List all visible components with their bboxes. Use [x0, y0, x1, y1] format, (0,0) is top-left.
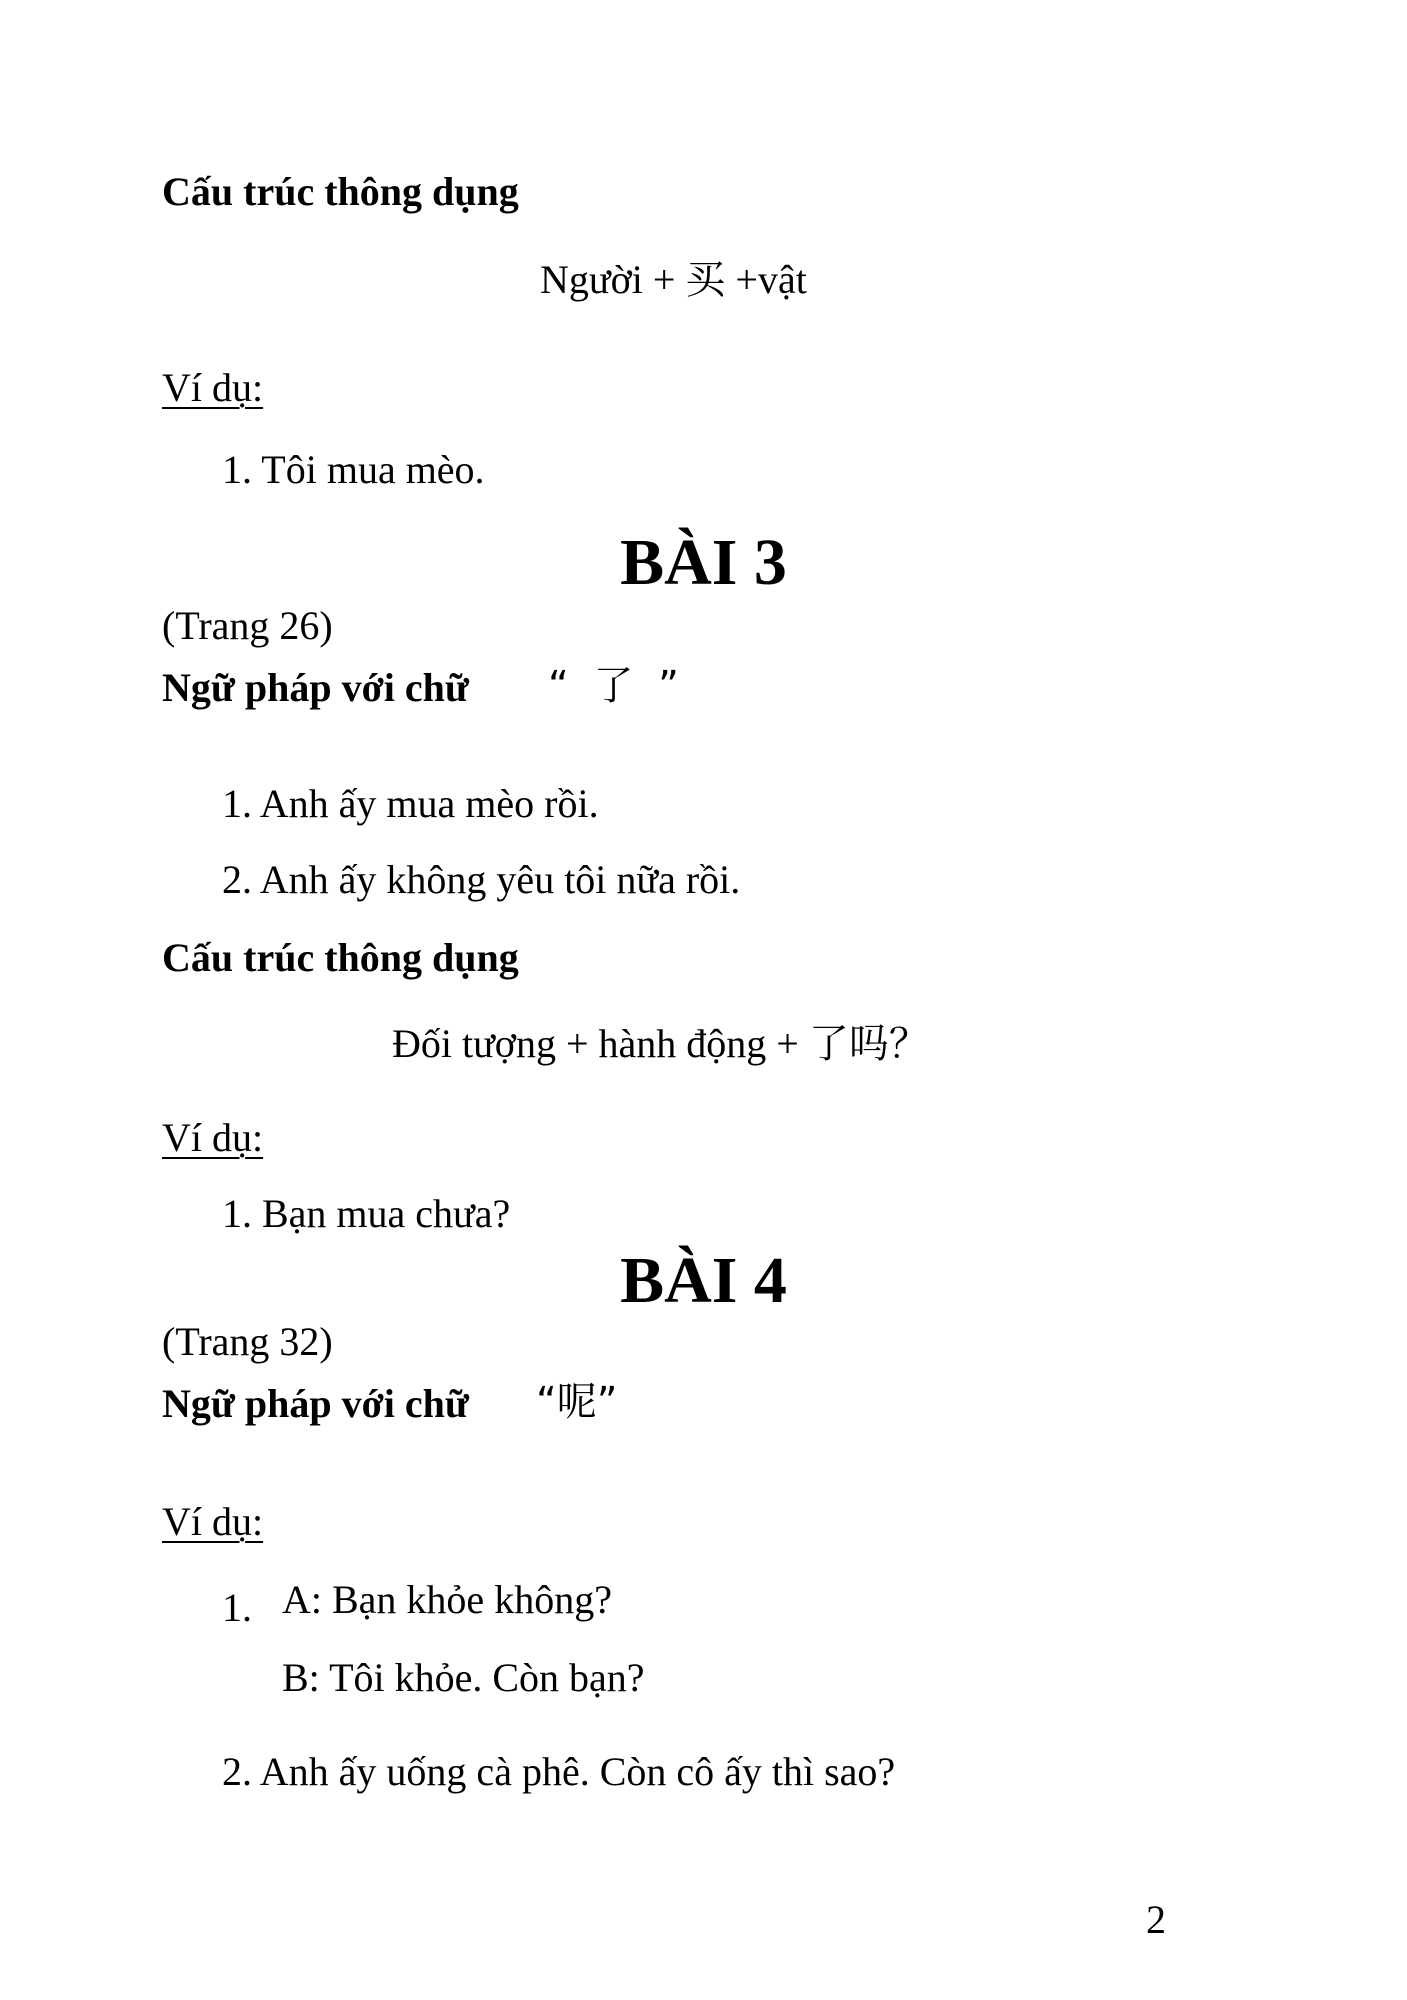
lesson-3-example-label: Ví dụ:	[162, 1115, 264, 1160]
lesson-4-grammar-heading: Ngữ pháp với chữ	[162, 1381, 469, 1426]
dialog-line-a: A: Bạn khỏe không?	[282, 1577, 612, 1622]
lesson-3-example-item: 1. Bạn mua chưa?	[222, 1191, 511, 1236]
lesson-4-grammar-char: “呢”	[536, 1379, 618, 1425]
lesson-3-page-ref: (Trang 26)	[162, 603, 333, 648]
lesson-3-title: BÀI 3	[620, 526, 787, 599]
lesson-4-page-ref: (Trang 32)	[162, 1319, 333, 1364]
lesson-3-structure-formula: Đối tượng + hành động + 了吗？	[392, 1021, 929, 1066]
dialog-line-b: B: Tôi khỏe. Còn bạn?	[282, 1655, 645, 1700]
lesson-3-grammar-char: “ 了 ”	[548, 663, 685, 709]
lesson-4-title: BÀI 4	[620, 1244, 787, 1317]
example-label: Ví dụ:	[162, 365, 264, 410]
lesson-3-grammar-heading: Ngữ pháp với chữ	[162, 665, 469, 710]
lesson-3-sentence-1: 1. Anh ấy mua mèo rồi.	[222, 781, 599, 826]
structure-heading: Cấu trúc thông dụng	[162, 169, 519, 214]
lesson-4-example-2: 2. Anh ấy uống cà phê. Còn cô ấy thì sao?	[222, 1749, 896, 1794]
lesson-3-sentence-2: 2. Anh ấy không yêu tôi nữa rồi.	[222, 857, 741, 902]
structure-formula: Người + 买 +vật	[540, 257, 807, 302]
example-item: 1. Tôi mua mèo.	[222, 447, 485, 492]
lesson-3-structure-heading: Cấu trúc thông dụng	[162, 935, 519, 980]
lesson-4-example-label: Ví dụ:	[162, 1499, 264, 1544]
dialog-number: 1.	[222, 1585, 252, 1630]
page-number: 2	[1146, 1897, 1166, 1942]
